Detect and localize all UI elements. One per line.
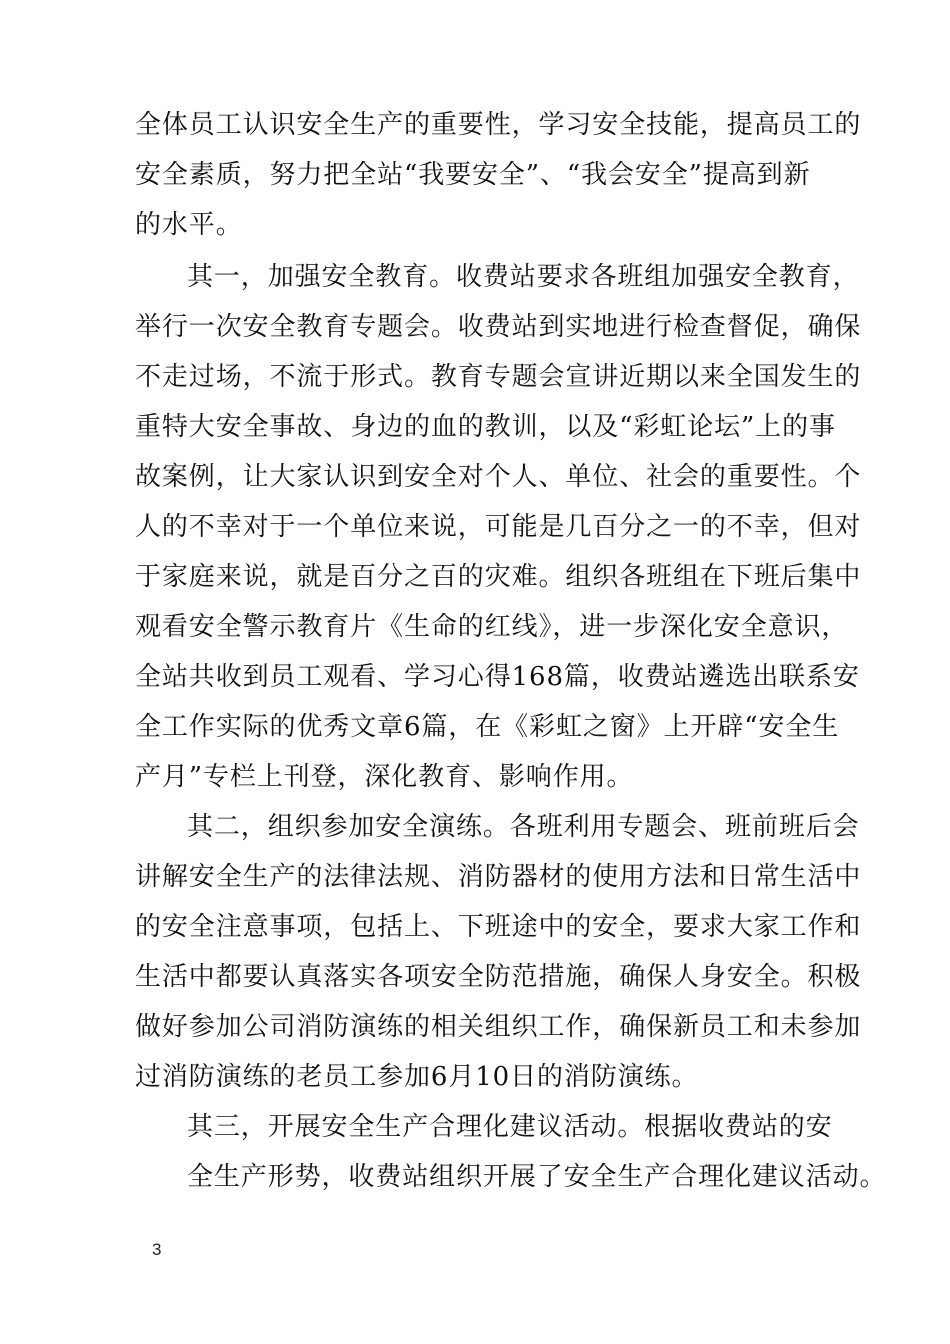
paragraph-line: 全体员工认识安全生产的重要性，学习安全技能，提高员工的 (135, 110, 862, 140)
paragraph-line: 做好参加公司消防演练的相关组织工作，确保新员工和未参加 (135, 1012, 862, 1042)
paragraph-line: 其一，加强安全教育。收费站要求各班组加强安全教育， (187, 262, 860, 292)
paragraph-line: 的安全注意事项，包括上、下班途中的安全，要求大家工作和 (135, 912, 862, 942)
paragraph-line: 安全素质，努力把全站“我要安全”、“我会安全”提高到新 (135, 160, 811, 190)
paragraph-line: 全站共收到员工观看、学习心得168篇，收费站遴选出联系安 (135, 662, 860, 692)
paragraph-line: 讲解安全生产的法律法规、消防器材的使用方法和日常生活中 (135, 862, 862, 892)
paragraph-line: 故案例，让大家认识到安全对个人、单位、社会的重要性。个 (135, 462, 862, 492)
paragraph-line: 全生产形势，收费站组织开展了安全生产合理化建议活动。 (187, 1162, 887, 1192)
paragraph-line: 于家庭来说，就是百分之百的灾难。组织各班组在下班后集中 (135, 562, 862, 592)
paragraph-line: 其三，开展安全生产合理化建议活动。根据收费站的安 (187, 1112, 833, 1142)
paragraph-line: 人的不幸对于一个单位来说，可能是几百分之一的不幸，但对 (135, 512, 862, 542)
paragraph-line: 生活中都要认真落实各项安全防范措施，确保人身安全。积极 (135, 962, 862, 992)
paragraph-line: 重特大安全事故、身边的血的教训，以及“彩虹论坛”上的事 (135, 412, 836, 442)
paragraph-line: 观看安全警示教育片《生命的红线》，进一步深化安全意识， (135, 612, 849, 642)
paragraph-line: 全工作实际的优秀文章6篇，在《彩虹之窗》上开辟“安全生 (135, 712, 840, 742)
paragraph-line: 不走过场，不流于形式。教育专题会宣讲近期以来全国发生的 (135, 362, 862, 392)
paragraph-line: 其二，组织参加安全演练。各班利用专题会、班前班后会 (187, 812, 860, 842)
paragraph-line: 的水平。 (135, 210, 243, 240)
paragraph-line: 产月”专栏上刊登，深化教育、影响作用。 (135, 762, 634, 792)
paragraph-line: 过消防演练的老员工参加6月10日的消防演练。 (135, 1062, 699, 1092)
page-number: 3 (152, 1240, 162, 1259)
paragraph-line: 举行一次安全教育专题会。收费站到实地进行检查督促，确保 (135, 312, 862, 342)
